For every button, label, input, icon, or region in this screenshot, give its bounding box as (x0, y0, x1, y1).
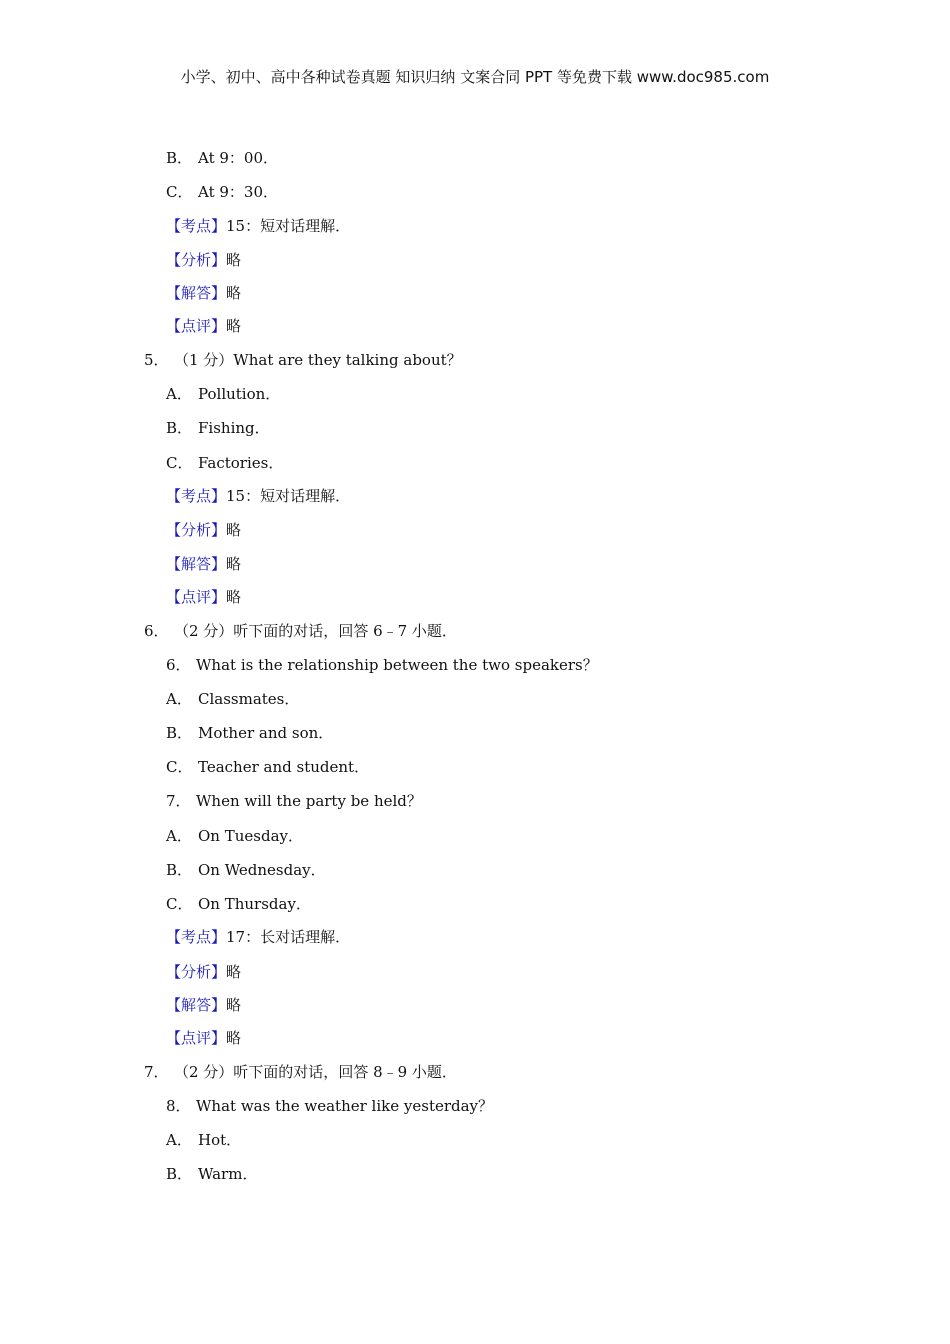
question-5-stem (144, 350, 462, 370)
option-c (166, 894, 311, 914)
kaodian-line (166, 927, 350, 947)
question-number: 5． (144, 351, 169, 369)
dianping-tag: 【点评】 (166, 588, 227, 606)
subquestion-stem: What is the relationship between the two speakers？ (196, 656, 598, 674)
jieda-line (166, 283, 241, 303)
option-letter: C． (166, 183, 193, 201)
option-b (166, 860, 326, 880)
option-letter: A． (166, 1131, 192, 1149)
fenxi-tag: 【分析】 (166, 963, 227, 981)
option-letter: B． (166, 149, 193, 167)
option-text: At 9：00． (198, 149, 278, 167)
option-c (166, 453, 283, 473)
option-letter: A． (166, 690, 192, 708)
fenxi-text: 略 (226, 251, 242, 269)
subquestion-number: 7． (166, 792, 191, 810)
dianping-tag: 【点评】 (166, 1029, 227, 1047)
fenxi-text: 略 (226, 963, 242, 981)
question-number: 6． (144, 622, 169, 640)
option-text: On Thursday． (198, 895, 311, 913)
kaodian-tag: 【考点】 (166, 217, 227, 235)
fenxi-line (166, 520, 241, 540)
option-b (166, 418, 270, 438)
fenxi-tag: 【分析】 (166, 521, 227, 539)
option-letter: C． (166, 758, 193, 776)
jieda-text: 略 (226, 284, 242, 302)
option-letter: B． (166, 724, 193, 742)
option-b (166, 1164, 257, 1184)
option-a (166, 1130, 241, 1150)
fenxi-line (166, 250, 241, 270)
kaodian-line (166, 486, 350, 506)
option-a (166, 384, 280, 404)
kaodian-text: 15：短对话理解． (226, 217, 351, 235)
option-a (166, 689, 299, 709)
option-text: At 9：30． (198, 183, 278, 201)
dianping-tag: 【点评】 (166, 317, 227, 335)
dianping-text: 略 (226, 317, 242, 335)
dianping-line (166, 587, 241, 607)
dianping-line (166, 1028, 241, 1048)
option-text: Hot． (198, 1131, 242, 1149)
option-letter: B． (166, 419, 193, 437)
question-stem: （2 分）听下面的对话，回答 8﹣9 小题． (174, 1063, 457, 1081)
question-stem: （2 分）听下面的对话，回答 6﹣7 小题． (174, 622, 457, 640)
jieda-text: 略 (226, 555, 242, 573)
subquestion-number: 6． (166, 656, 191, 674)
fenxi-tag: 【分析】 (166, 251, 227, 269)
option-text: Factories． (198, 454, 284, 472)
option-text: On Tuesday． (198, 827, 303, 845)
option-text: Fishing． (198, 419, 270, 437)
kaodian-tag: 【考点】 (166, 487, 227, 505)
jieda-text: 略 (226, 996, 242, 1014)
kaodian-tag: 【考点】 (166, 928, 227, 946)
option-text: Warm． (198, 1165, 258, 1183)
option-letter: C． (166, 895, 193, 913)
kaodian-text: 17：长对话理解． (226, 928, 351, 946)
fenxi-line (166, 962, 241, 982)
option-letter: A． (166, 385, 192, 403)
dianping-text: 略 (226, 1029, 242, 1047)
question-stem: （1 分）What are they talking about？ (174, 351, 462, 369)
option-text: On Wednesday． (198, 861, 326, 879)
jieda-line (166, 554, 241, 574)
option-c (166, 182, 278, 202)
kaodian-text: 15：短对话理解． (226, 487, 351, 505)
subquestion-7-stem (166, 791, 422, 811)
kaodian-line (166, 216, 350, 236)
jieda-tag: 【解答】 (166, 555, 227, 573)
option-letter: A． (166, 827, 192, 845)
jieda-tag: 【解答】 (166, 284, 227, 302)
jieda-line (166, 995, 241, 1015)
subquestion-stem: When will the party be held？ (196, 792, 422, 810)
option-text: Teacher and student． (198, 758, 370, 776)
dianping-line (166, 316, 241, 336)
option-text: Classmates． (198, 690, 300, 708)
question-6-stem (144, 621, 457, 641)
option-letter: B． (166, 861, 193, 879)
subquestion-stem: What was the weather like yesterday？ (196, 1097, 494, 1115)
option-letter: B． (166, 1165, 193, 1183)
jieda-tag: 【解答】 (166, 996, 227, 1014)
option-a (166, 826, 303, 846)
option-b (166, 723, 333, 743)
page-header: 小学、初中、高中各种试卷真题 知识归纳 文案合同 PPT 等免费下载 www.doc985.com (180, 68, 770, 86)
option-c (166, 757, 369, 777)
fenxi-text: 略 (226, 521, 242, 539)
option-b (166, 148, 278, 168)
option-text: Pollution． (198, 385, 281, 403)
subquestion-8-stem (166, 1096, 493, 1116)
subquestion-number: 8． (166, 1097, 191, 1115)
question-7-stem (144, 1062, 457, 1082)
option-text: Mother and son． (198, 724, 334, 742)
dianping-text: 略 (226, 588, 242, 606)
option-letter: C． (166, 454, 193, 472)
subquestion-6-stem (166, 655, 598, 675)
question-number: 7． (144, 1063, 169, 1081)
